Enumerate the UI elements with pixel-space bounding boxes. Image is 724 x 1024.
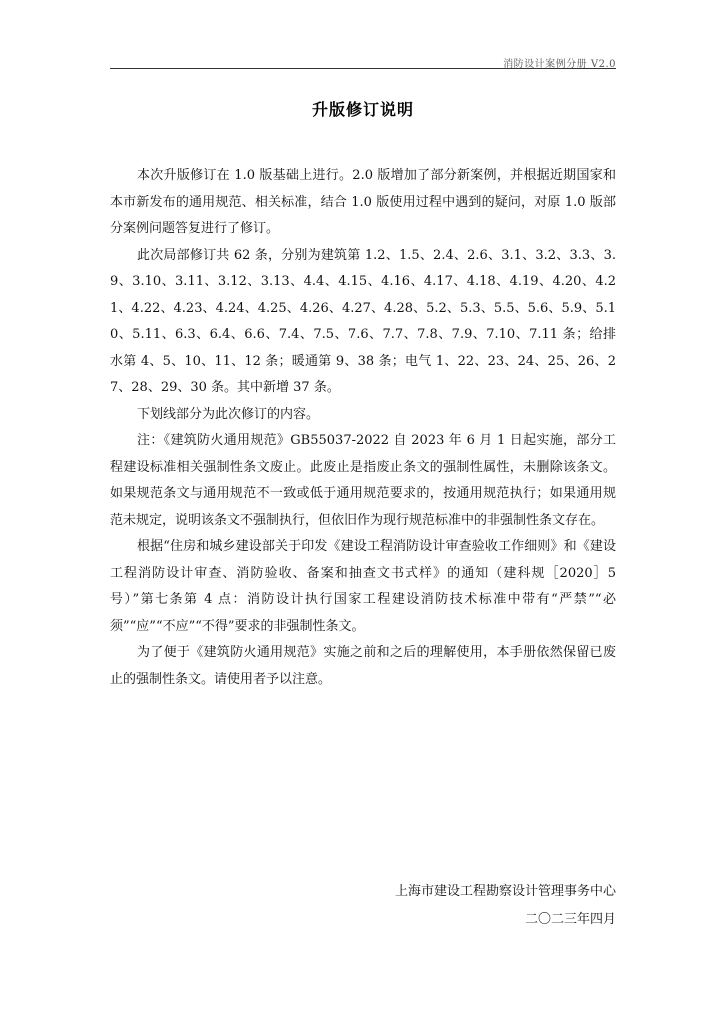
paragraph-regulation-basis: 根据“住房和城乡建设部关于印发《建设工程消防设计审查验收工作细则》和《建设工程消防设计审查、消防验收、备案和抽查文书式样》的通知（建科规［2020］5 号）”第七条第 4 点：消防设计执行国家工程建设消防技术标准中带有“严禁”“必须”“应”“不应”“不得”要求的非强制性条文。 (110, 539, 616, 634)
body-text (110, 163, 616, 693)
paragraph-code-note: 注：《建筑防火通用规范》GB55037-2022 自 2023 年 6 月 1 日起实施，部分工程建设标准相关强制性条文废止。此废止是指废止条文的强制性属性，未删除该条文。如果规范条文与通用规范不一致或低于通用规范要求的，按通用规范执行；如果通用规范未规定，说明该条文不强制执行，但依旧作为现行规范标准中的非强制性条文存在。 (110, 433, 616, 528)
document-title: 升版修订说明 (311, 100, 414, 119)
signature-date: 二〇二三年四月 (524, 912, 616, 927)
running-header-title: 消防设计案例分册 V2.0 (503, 59, 616, 70)
paragraph-underline-note: 下划线部分为此次修订的内容。 (137, 406, 320, 422)
paragraph-retention-note: 为了便于《建筑防火通用规范》实施之前和之后的理解使用，本手册依然保留已废止的强制性条文。请使用者予以注意。 (110, 645, 616, 687)
signature-organization: 上海市建设工程勘察设计管理事务中心 (394, 884, 616, 899)
paragraph-revision-list: 此次局部修订共 62 条，分别为建筑第 1.2、1.5、2.4、2.6、3.1、3.2、3.3、3.9、3.10、3.11、3.12、3.13、4.4、4.15、4.16、4.17、4.18、4.19、4.20、4.21、4.22、4.23、4.24、4.25、4.26、4.27、4.28、5.2、5.3、5.5、5.6、5.9、5.10、5.11、6.3、6.4、6.6、7.4、7.5、7.6、7.7、7.8、7.9、7.10、7.11 条；给排水第 4、5、10、11、12 条；暖通第 9、38 条；电气 1、22、23、24、25、26、27、28、29、30 条。其中新增 37 条。 (110, 247, 616, 395)
signature-block (110, 878, 616, 934)
paragraph-revision-overview: 本次升版修订在 1.0 版基础上进行。2.0 版增加了部分新案例，并根据近期国家和本市新发布的通用规范、相关标准，结合 1.0 版使用过程中遇到的疑问，对原 1.0 版部分案例问题答复进行了修订。 (110, 168, 616, 236)
running-header (110, 50, 616, 69)
